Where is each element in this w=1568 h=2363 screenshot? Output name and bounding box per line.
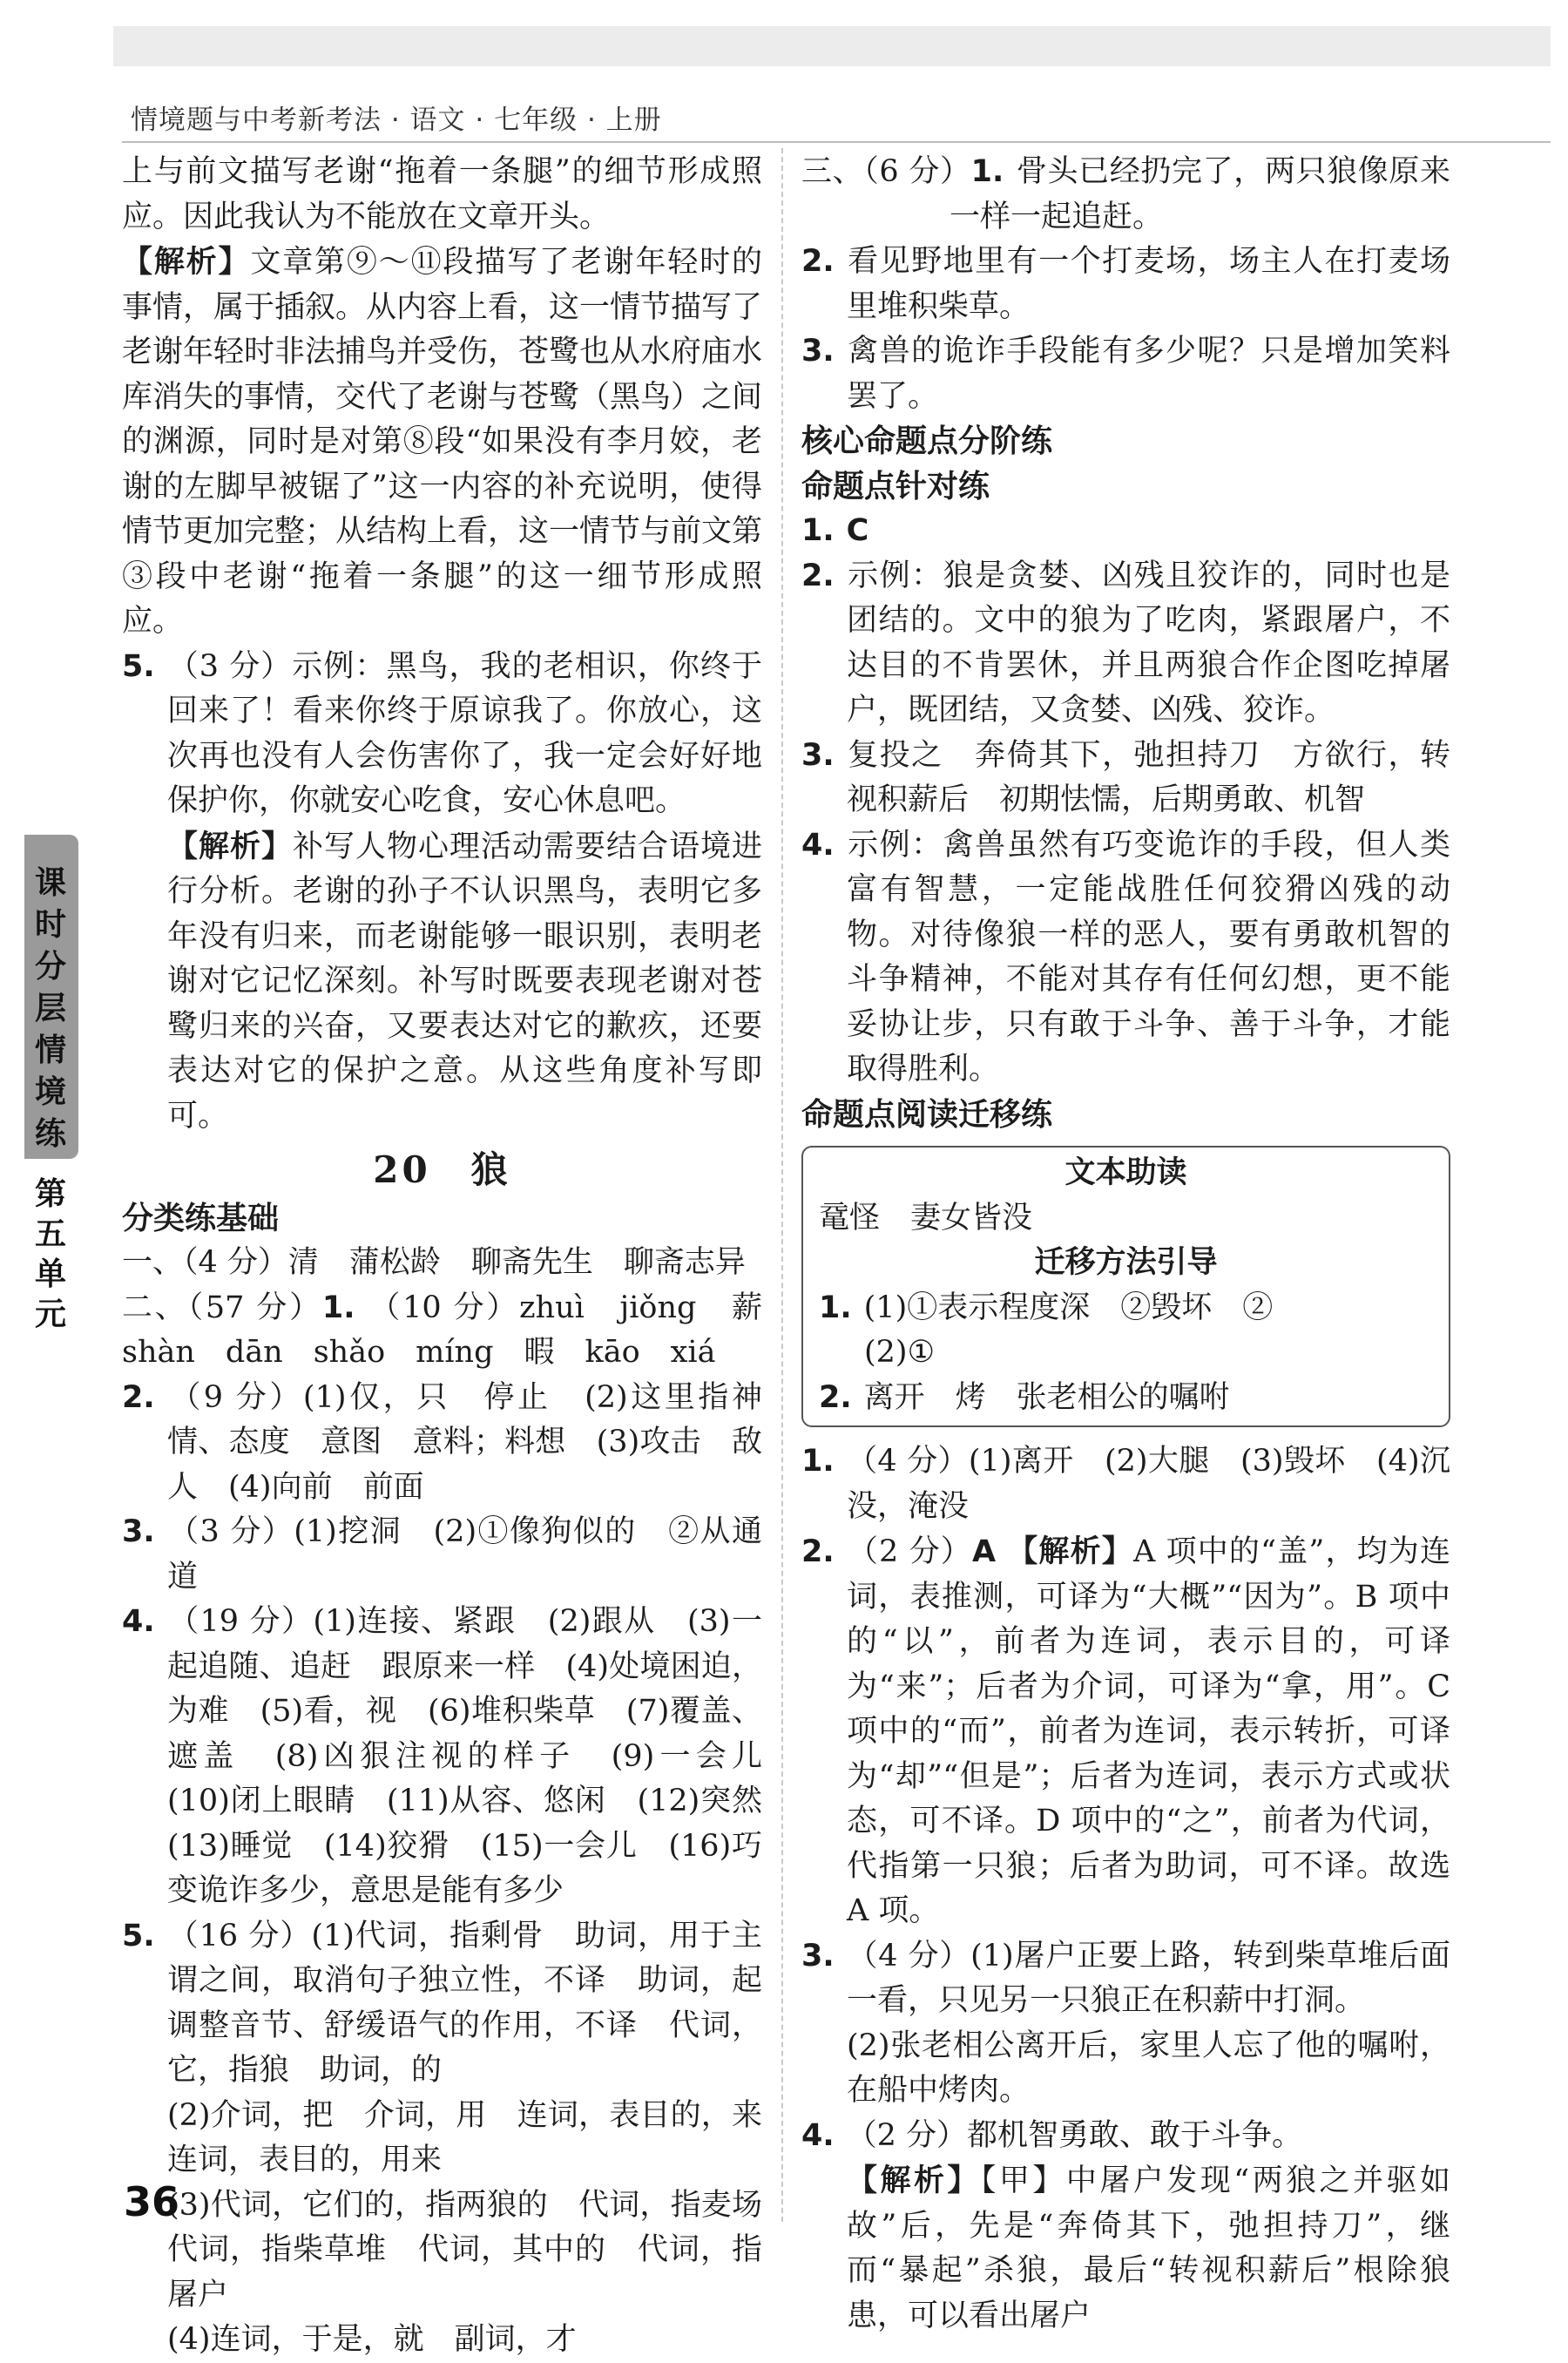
analysis-paragraph bbox=[122, 240, 762, 645]
part-1: 一、（4 分）清 蒲松龄 聊斋先生 聊斋志异 bbox=[122, 1245, 746, 1280]
question-number: 3. bbox=[122, 1514, 155, 1549]
right-column bbox=[801, 150, 1450, 2339]
reading-guide-box bbox=[801, 1146, 1450, 1427]
answer-text: （2 分）都机智勇敢、敢于斗争。 bbox=[846, 2117, 1303, 2153]
analysis-text: A 项中的“盖”，均为连词，表推测，可译为“大概”“因为”。B 项中的“以”，前者为连词，表示目的，可译为“来”；后者为介词，可译为“拿，用”。C 项中的“而”，前者为连词，表示转折，可译为“却”“但是”；后者为连词，表示方式或状态，可不译。D 项中的“之”，前者为代词，代指第一只狼；后者为助词，可不译。故选 A 项。 bbox=[847, 1534, 1450, 1928]
targeted-q4 bbox=[801, 823, 1450, 1093]
analysis-text: 补写人物心理活动需要结合语境进行分析。老谢的孙子不认识黑鸟，表明它多年没有归来，而老谢能够一眼识别，表明老谢对它记忆深刻。补写时既要表现老谢对苍鹭归来的兴奋，又要表达对它的歉疚，还要表达对它的保护之意。从这些角度补写即可。 bbox=[167, 829, 762, 1134]
section-heading: 核心命题点分阶练 bbox=[801, 423, 1053, 459]
analysis-text: 文章第⑨～⑪段描写了老谢年轻时的事情，属于插叙。从内容上看，这一情节描写了老谢年轻时非法捕鸟并受伤，苍鹭也从水府庙水库消失的事情，交代了老谢与苍鹭（黑鸟）之间的渊源，同时是对第⑧段“如果没有李月姣，老谢的左脚早被锯了”这一内容的补充说明，使得情节更加完整；从结构上看，这一情节与前文第③段中老谢“拖着一条腿”的这一细节形成照应。 bbox=[122, 245, 763, 639]
header-divider bbox=[122, 141, 1551, 143]
part-2-q1 bbox=[122, 1286, 794, 1376]
question-5b bbox=[122, 1914, 762, 2094]
question-number: 3. bbox=[801, 1938, 835, 1974]
box-line: (2)① bbox=[864, 1335, 935, 1370]
part-3-q1 bbox=[801, 150, 1450, 240]
answer-text: (1)①表示程度深 ②毁坏 ② bbox=[863, 1290, 1274, 1325]
question-number: 1. bbox=[819, 1290, 852, 1325]
question-4 bbox=[122, 1600, 794, 1914]
question-number: 2. bbox=[819, 1379, 852, 1415]
answer-text: 看见野地里有一个打麦场，场主人在打麦场里堆积柴草。 bbox=[846, 244, 1450, 324]
left-column bbox=[122, 150, 794, 2363]
question-number: 1. bbox=[970, 154, 1004, 189]
question-number: 1. bbox=[801, 513, 835, 548]
question-number: 5. bbox=[122, 1918, 155, 1953]
targeted-q2 bbox=[801, 554, 1450, 734]
transfer-q1 bbox=[801, 1439, 1450, 1529]
subsection-heading: 命题点阅读迁移练 bbox=[801, 1096, 1053, 1133]
analysis-tag: 【解析】 bbox=[167, 828, 293, 864]
chapter-title: 20 狼 bbox=[373, 1148, 511, 1191]
answer-text: C bbox=[846, 513, 869, 548]
analysis-text: 【甲】中屠户发现“两狼之并驱如故”后，先是“奔倚其下，弛担持刀”，继而“暴起”杀狼，最后“转视积薪后”根除狼患，可以看出屠户 bbox=[847, 2163, 1450, 2333]
box-title: 迁移方法引导 bbox=[1034, 1245, 1218, 1280]
answer-text: （4 分）(1)屠户正要上路，转到柴草堆后面一看，只见另一只狼正在积薪中打洞。 bbox=[846, 1938, 1450, 2018]
section-heading: 分类练基础 bbox=[122, 1200, 280, 1236]
part-prefix: 三、（6 分） bbox=[801, 154, 971, 189]
analysis-tag: 【解析】 bbox=[122, 244, 251, 280]
analysis-tag: 【解析】 bbox=[1006, 1534, 1133, 1569]
part-prefix: 二、（57 分） bbox=[122, 1290, 322, 1325]
box-item bbox=[819, 1376, 1433, 1421]
transfer-q3 bbox=[801, 1934, 1450, 2024]
question-4-analysis bbox=[801, 2158, 1450, 2339]
question-2 bbox=[122, 1376, 762, 1511]
answer-text: （4 分）(1)离开 (2)大腿 (3)毁坏 (4)沉没，淹没 bbox=[846, 1444, 1450, 1524]
question-number: 2. bbox=[801, 244, 835, 279]
question-number: 4. bbox=[122, 1604, 155, 1639]
question-3 bbox=[122, 1510, 762, 1600]
question-number: 1. bbox=[801, 1444, 835, 1479]
answer-text: （10 分）zhuì jiǒng 薪 shàn dān shǎo míng 暇 kāo xiá bbox=[122, 1290, 794, 1370]
box-line: 鼋怪 妻女皆没 bbox=[819, 1200, 1033, 1236]
answer-line: (3)代词，它们的，指两狼的 代词，指麦场 代词，指柴草堆 代词，其中的 代词，指屠户 bbox=[167, 2187, 794, 2312]
answer-choice: A bbox=[971, 1534, 997, 1569]
box-title: 文本助读 bbox=[1064, 1155, 1187, 1190]
answer-text: （3 分）(1)挖洞 (2)①像狗似的 ②从通道 bbox=[166, 1514, 762, 1595]
side-tab-label: 课时分层情境练 bbox=[35, 865, 67, 1152]
question-number: 4. bbox=[801, 827, 835, 863]
answer-text: 复投之 奔倚其下，弛担持刀 方欲行，转视积薪后 初期怯懦，后期勇敢、机智 bbox=[846, 737, 1450, 817]
analysis-tag: 【解析】 bbox=[847, 2163, 981, 2198]
answer-text: （16 分）(1)代词，指剩骨 助词，用于主谓之间，取消句子独立性，不译 助词，起调整音节、舒缓语气的作用，不译 代词，它，指狼 助词，的 bbox=[166, 1918, 762, 2088]
question-5-analysis bbox=[122, 824, 762, 1140]
question-number: 5. bbox=[122, 648, 155, 684]
question-number: 4. bbox=[801, 2117, 835, 2153]
answer-text: 示例：狼是贪婪、凶残且狡诈的，同时也是团结的。文中的狼为了吃肉，紧跟屠户，不达目的不肯罢休，并且两狼合作企图吃掉屠户，既团结，又贪婪、凶残、狡诈。 bbox=[846, 558, 1450, 728]
question-number: 2. bbox=[122, 1379, 155, 1415]
question-number: 1. bbox=[321, 1290, 355, 1325]
answer-text: 离开 烤 张老相公的嘱咐 bbox=[863, 1379, 1230, 1415]
question-5 bbox=[122, 645, 762, 824]
column-divider bbox=[781, 148, 783, 2222]
page-header: 情境题与中考新考法 · 语文 · 七年级 · 上册 bbox=[131, 105, 662, 136]
page-number: 36 bbox=[124, 2178, 180, 2225]
targeted-q3 bbox=[801, 734, 1450, 823]
answer-text: 骨头已经扔完了，两只狼像原来一样一起追赶。 bbox=[950, 154, 1450, 234]
answer-line: (2)张老相公离开后，家里人忘了他的嘱咐，在船中烤肉。 bbox=[847, 2028, 1450, 2108]
answer-text: 禽兽的诡诈手段能有多少呢？只是增加笑料罢了。 bbox=[846, 334, 1450, 414]
transfer-q4 bbox=[801, 2114, 1450, 2159]
answer-text: （19 分）(1)连接、紧跟 (2)跟从 (3)一起追随、追赶 跟原来一样 (4)处境困迫，为难 (5)看，视 (6)堆积柴草 (7)覆盖、遮盖 (8)凶狠注视的样子 (9)一会儿 (10)闭上眼睛 (11)从容、悠闲 (12)突然 (13)睡觉 (14)狡猾 (15)一会儿 (16)巧变诡诈多少，意思是能有多少 bbox=[166, 1604, 794, 1908]
transfer-q2 bbox=[801, 1529, 1450, 1934]
answer-line: (2)介词，把 介词，用 连词，表目的，来 连词，表目的，用来 bbox=[167, 2097, 794, 2177]
score: （2 分） bbox=[846, 1534, 972, 1569]
header-band bbox=[113, 26, 1551, 66]
question-number: 3. bbox=[801, 737, 835, 773]
question-number: 2. bbox=[801, 1534, 835, 1569]
part-3-q2 bbox=[801, 240, 1450, 329]
answer-text: （9 分）(1)仅，只 停止 (2)这里指神情、态度 意图 意料；料想 (3)攻击 敌人 (4)向前 前面 bbox=[166, 1379, 762, 1505]
question-number: 3. bbox=[801, 334, 835, 369]
part-3-q3 bbox=[801, 329, 1450, 419]
unit-label: 第五单元 bbox=[35, 1176, 67, 1332]
answer-text: 示例：禽兽虽然有巧变诡诈的手段，但人类富有智慧，一定能战胜任何狡猾凶残的动物。对待像狼一样的恶人，要有勇敢机智的斗争精神，不能对其存有任何幻想，更不能妥协让步，只有敢于斗争、善于斗争，才能取得胜利。 bbox=[846, 827, 1450, 1087]
box-item bbox=[819, 1286, 1433, 1331]
paragraph: 上与前文描写老谢“拖着一条腿”的细节形成照应。因此我认为不能放在文章开头。 bbox=[122, 154, 762, 234]
question-number: 2. bbox=[801, 558, 835, 593]
answer-line: (4)连词，于是，就 副词，才 bbox=[167, 2322, 577, 2357]
targeted-q1 bbox=[801, 509, 1450, 554]
subsection-heading: 命题点针对练 bbox=[801, 468, 990, 504]
answer-text: （3 分）示例：黑鸟，我的老相识，你终于回来了！看来你终于原谅我了。你放心，这次再也没有人会伤害你了，我一定会好好地保护你，你就安心吃食，安心休息吧。 bbox=[166, 648, 762, 818]
